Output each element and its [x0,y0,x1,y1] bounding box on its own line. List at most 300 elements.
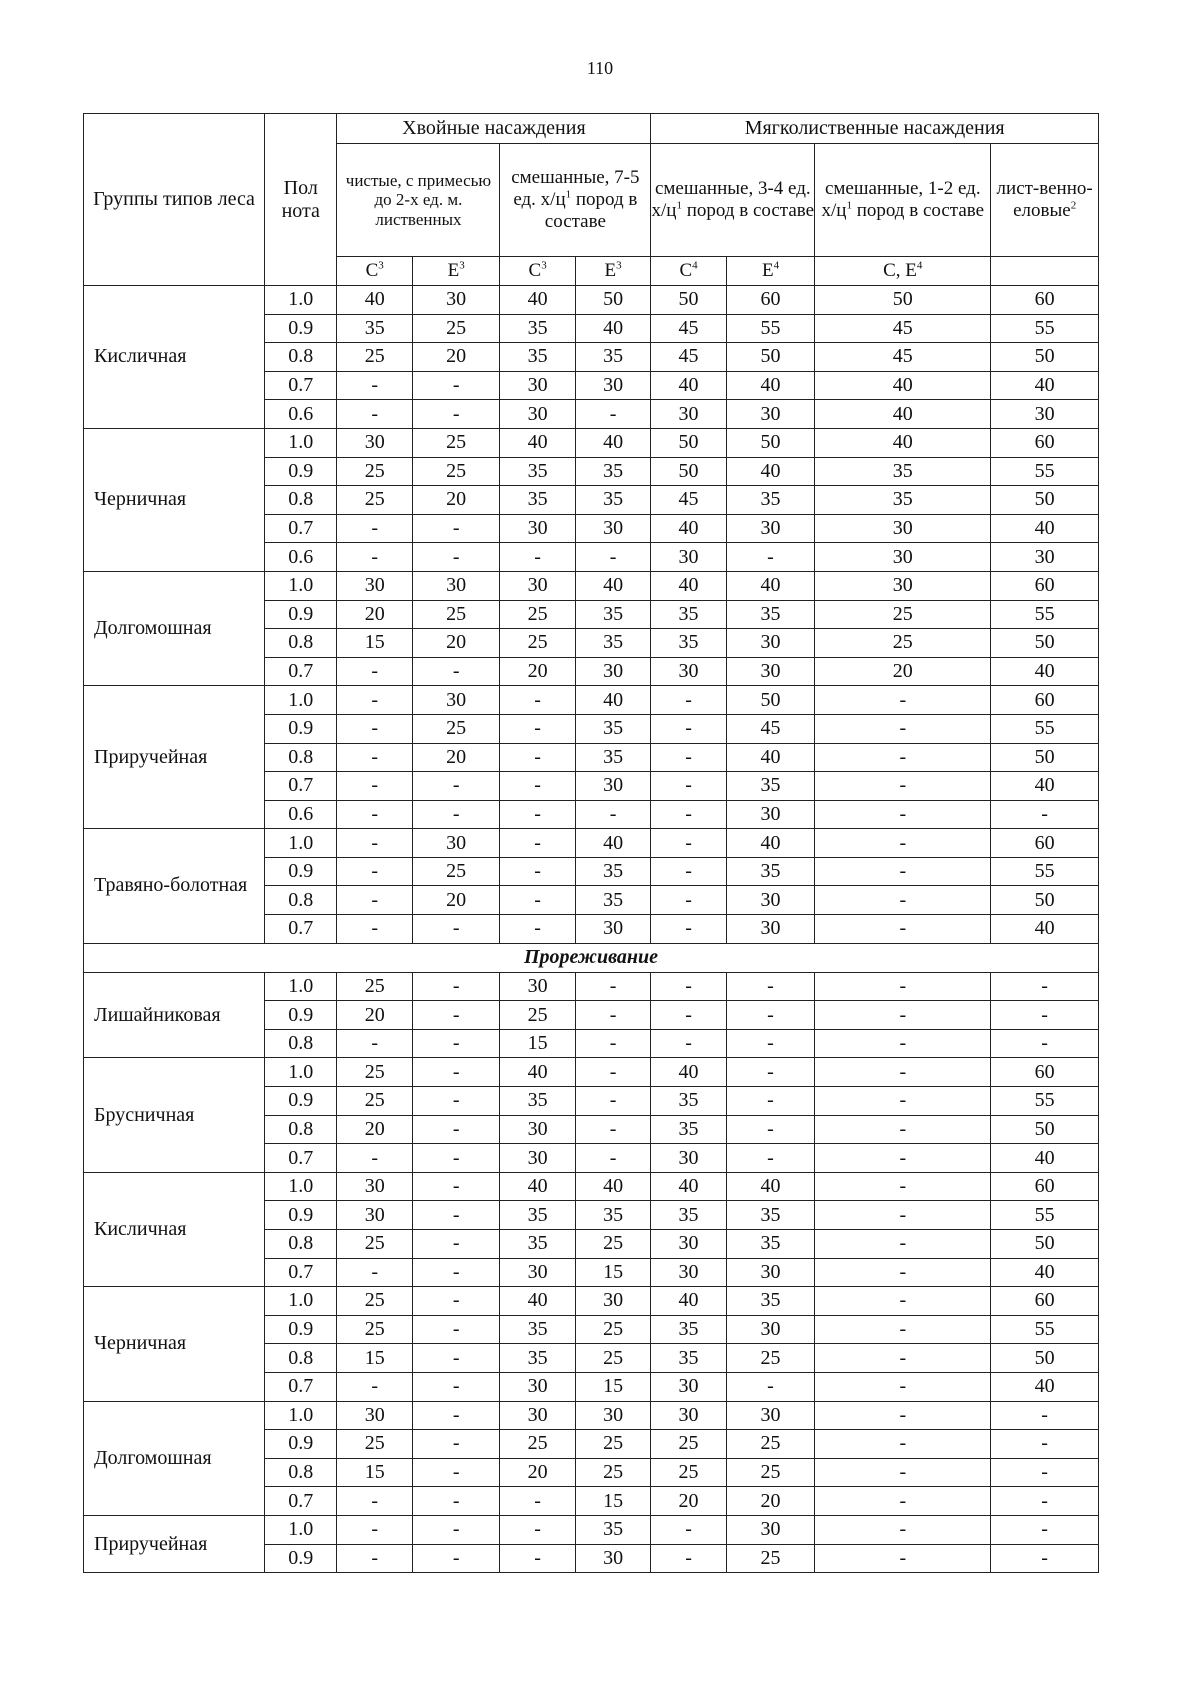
fullness-value: 0.7 [265,1487,337,1516]
table-cell: 40 [991,772,1099,801]
table-cell: - [412,514,500,543]
table-cell: 35 [500,1344,575,1373]
table-cell: 40 [500,1058,575,1087]
table-cell: - [815,686,991,715]
footnote-mark: 4 [692,259,698,272]
table-cell: - [991,972,1099,1001]
table-cell: 15 [337,629,412,658]
table-cell: - [500,1515,575,1544]
table-cell: - [575,1087,650,1116]
table-cell: - [815,1401,991,1430]
table-cell: 40 [726,371,815,400]
table-cell: 50 [651,457,726,486]
table-cell: - [337,1144,412,1173]
table-cell: - [575,1029,650,1058]
table-cell: 35 [500,1315,575,1344]
table-cell: 35 [651,1115,726,1144]
fullness-value: 1.0 [265,428,337,457]
table-cell: 25 [500,1001,575,1030]
table-cell: - [651,1515,726,1544]
table-cell: - [815,1230,991,1259]
table-cell: - [991,1487,1099,1516]
table-cell: - [412,1344,500,1373]
table-cell: 50 [726,428,815,457]
table-cell: 30 [726,514,815,543]
footnote-mark: 3 [459,259,465,272]
table-cell: 40 [575,1172,650,1201]
table-cell: 30 [500,371,575,400]
table-cell: 35 [815,457,991,486]
header-species-7 [991,257,1099,286]
table-cell: 30 [815,543,991,572]
table-cell: - [412,1230,500,1259]
table-cell: 30 [726,800,815,829]
table-cell: - [815,886,991,915]
table-cell: 25 [337,1087,412,1116]
table-cell: 30 [412,571,500,600]
table-cell: 30 [575,1287,650,1316]
table-cell: 40 [651,571,726,600]
table-cell: - [651,714,726,743]
fullness-value: 0.9 [265,857,337,886]
section-title: Прореживание [84,943,1099,972]
table-cell: 50 [726,686,815,715]
table-cell: 35 [337,314,412,343]
table-cell: 60 [991,571,1099,600]
fullness-value: 0.9 [265,1201,337,1230]
table-cell: - [991,1029,1099,1058]
table-cell: - [651,972,726,1001]
table-cell: 35 [575,343,650,372]
table-cell: - [575,400,650,429]
table-cell: - [500,686,575,715]
table-cell: - [815,743,991,772]
fullness-value: 1.0 [265,972,337,1001]
table-cell: 35 [575,743,650,772]
table-cell: 25 [575,1315,650,1344]
header-soft-mixed12 [815,144,991,257]
table-cell: 30 [726,915,815,944]
header-species-0 [337,257,412,286]
header-softwood: Мягколиственные насаждения [651,114,1099,144]
table-cell: 35 [500,1230,575,1259]
table-cell: 25 [575,1230,650,1259]
table-cell: 50 [991,343,1099,372]
table-cell: 50 [991,1344,1099,1373]
forest-group-name: Лишайниковая [84,972,265,1058]
table-cell: 50 [991,886,1099,915]
table-cell: 40 [726,829,815,858]
table-row [84,428,1099,457]
table-cell: 40 [815,371,991,400]
table-cell: - [337,1029,412,1058]
header-soft-mixed34-tail: пород в составе [681,200,815,221]
table-cell: 25 [575,1344,650,1373]
table-cell: - [991,1458,1099,1487]
table-cell: 30 [726,1401,815,1430]
table-cell: - [412,772,500,801]
table-cell: 45 [651,486,726,515]
footnote-mark: 3 [378,259,384,272]
table-cell: 25 [337,457,412,486]
table-cell: 40 [815,400,991,429]
table-cell: 25 [575,1458,650,1487]
table-cell: 30 [412,829,500,858]
forest-group-name: Черничная [84,1287,265,1401]
table-cell: 35 [575,1201,650,1230]
header-species-4 [651,257,726,286]
header-species-1 [412,257,500,286]
table-cell: 30 [991,400,1099,429]
table-cell: 30 [500,1401,575,1430]
fullness-value: 0.7 [265,1144,337,1173]
forest-group-name: Долгомошная [84,571,265,685]
table-cell: 30 [726,1515,815,1544]
table-cell: 25 [337,343,412,372]
table-cell: - [337,686,412,715]
table-cell: 25 [815,629,991,658]
table-cell: - [815,1287,991,1316]
table-cell: - [726,1372,815,1401]
table-cell: 25 [815,600,991,629]
table-cell: - [815,1115,991,1144]
table-cell: 25 [337,486,412,515]
table-cell: - [815,800,991,829]
table-row [84,571,1099,600]
fullness-value: 1.0 [265,1058,337,1087]
table-cell: 55 [991,714,1099,743]
table-cell: 30 [412,686,500,715]
table-cell: 30 [575,772,650,801]
species-label: Е [604,260,617,282]
table-cell: 25 [412,457,500,486]
table-cell: - [575,1058,650,1087]
table-cell: 30 [726,629,815,658]
fullness-value: 0.8 [265,1115,337,1144]
table-cell: 30 [651,543,726,572]
table-cell: - [337,714,412,743]
table-cell: 25 [412,314,500,343]
table-cell: - [500,743,575,772]
table-cell: 25 [500,629,575,658]
table-cell: - [651,857,726,886]
table-cell: - [412,1087,500,1116]
table-cell: 30 [575,371,650,400]
table-cell: 60 [726,286,815,315]
table-cell: 15 [337,1458,412,1487]
table-cell: 55 [991,1087,1099,1116]
table-cell: 20 [412,486,500,515]
table-cell: - [815,972,991,1001]
table-cell: 15 [500,1029,575,1058]
table-cell: 40 [991,1372,1099,1401]
table-cell: 20 [412,743,500,772]
table-cell: 50 [991,743,1099,772]
table-cell: - [815,1201,991,1230]
table-cell: - [815,1372,991,1401]
table-cell: - [500,800,575,829]
table-cell: - [412,1372,500,1401]
species-label: Е [447,260,460,282]
table-cell: 25 [337,1315,412,1344]
table-cell: 45 [726,714,815,743]
table-cell: - [815,1001,991,1030]
table-cell: 20 [412,343,500,372]
table-cell: 55 [991,1201,1099,1230]
table-cell: - [412,1315,500,1344]
table-cell: - [500,772,575,801]
species-label: Е [761,260,774,282]
table-cell: - [412,1458,500,1487]
table-cell: 35 [815,486,991,515]
table-row [84,1287,1099,1316]
header-species-3 [575,257,650,286]
table-cell: 40 [651,1287,726,1316]
table-cell: - [815,829,991,858]
footnote-mark: 1 [676,199,682,212]
table-cell: - [726,543,815,572]
table-cell: 35 [726,1201,815,1230]
table-cell: - [651,829,726,858]
table-cell: - [651,743,726,772]
forest-group-name: Приручейная [84,686,265,829]
table-cell: 30 [500,1372,575,1401]
table-cell: 40 [651,371,726,400]
table-cell: 35 [651,1344,726,1373]
table-cell: 30 [500,1258,575,1287]
forest-thinning-table [83,113,1099,1573]
table-cell: 60 [991,286,1099,315]
table-cell: 30 [651,1144,726,1173]
table-cell: - [575,972,650,1001]
table-row [84,829,1099,858]
fullness-value: 0.6 [265,543,337,572]
table-cell: - [337,915,412,944]
table-cell: - [815,1058,991,1087]
table-cell: - [815,1430,991,1459]
table-cell: - [500,857,575,886]
table-cell: 35 [575,714,650,743]
table-row [84,972,1099,1001]
table-cell: - [815,1172,991,1201]
forest-group-name: Долгомошная [84,1401,265,1515]
table-cell: 40 [575,314,650,343]
page-number: 110 [586,58,614,78]
fullness-value: 1.0 [265,1287,337,1316]
table-cell: 25 [337,1230,412,1259]
species-label: С [365,260,379,282]
species-label: С, Е [883,260,917,282]
table-cell: 25 [337,972,412,1001]
table-cell: 30 [815,571,991,600]
table-cell: - [337,1487,412,1516]
header-soft-mixed34 [651,144,815,257]
table-cell: 40 [991,1144,1099,1173]
fullness-value: 0.7 [265,371,337,400]
table-cell: 30 [500,972,575,1001]
table-cell: 40 [337,286,412,315]
table-cell: 40 [815,428,991,457]
table-row [84,1401,1099,1430]
table-cell: 25 [500,600,575,629]
table-cell: - [412,1144,500,1173]
table-cell: 60 [991,1058,1099,1087]
table-cell: - [651,800,726,829]
table-cell: - [412,1401,500,1430]
table-cell: 40 [991,657,1099,686]
table-cell: 35 [651,1201,726,1230]
table-cell: - [412,1201,500,1230]
fullness-value: 0.8 [265,1344,337,1373]
table-cell: 40 [991,915,1099,944]
table-cell: 35 [575,1515,650,1544]
table-cell: - [337,743,412,772]
table-cell: 40 [500,428,575,457]
table-cell: - [412,1430,500,1459]
table-cell: 20 [815,657,991,686]
table-cell: - [412,1172,500,1201]
table-cell: - [337,857,412,886]
fullness-value: 0.8 [265,1458,337,1487]
table-cell: - [726,1087,815,1116]
fullness-value: 0.9 [265,600,337,629]
table-cell: 25 [412,428,500,457]
header-con-mixed-tail: пород в составе [544,189,638,232]
table-cell: 35 [575,629,650,658]
table-cell: 30 [337,428,412,457]
table-cell: 20 [726,1487,815,1516]
table-cell: - [651,886,726,915]
table-cell: - [815,772,991,801]
table-cell: 30 [575,657,650,686]
table-cell: - [412,1058,500,1087]
table-cell: 30 [651,657,726,686]
table-cell: 40 [651,1172,726,1201]
table-cell: 30 [651,400,726,429]
section-row [84,943,1099,972]
table-cell: 40 [991,1258,1099,1287]
table-cell: 50 [726,343,815,372]
table-cell: - [412,1115,500,1144]
table-cell: 40 [726,571,815,600]
table-cell: - [500,915,575,944]
table-cell: 20 [412,886,500,915]
fullness-value: 0.8 [265,1230,337,1259]
forest-group-name: Кисличная [84,1172,265,1286]
table-cell: 30 [726,400,815,429]
table-cell: 40 [575,571,650,600]
table-cell: 55 [991,457,1099,486]
table-cell: 30 [575,915,650,944]
table-cell: - [337,400,412,429]
table-cell: 35 [500,343,575,372]
table-cell: 35 [651,629,726,658]
table-cell: 30 [575,1401,650,1430]
table-cell: - [991,1001,1099,1030]
table-cell: 30 [651,1258,726,1287]
table-cell: - [575,1001,650,1030]
table-cell: 25 [726,1544,815,1573]
table-cell: - [575,1115,650,1144]
table-cell: 20 [412,629,500,658]
table-cell: - [726,972,815,1001]
table-cell: - [412,1001,500,1030]
fullness-value: 0.6 [265,400,337,429]
table-cell: - [991,1544,1099,1573]
table-cell: 25 [412,714,500,743]
header-group-types: Группы типов леса [84,114,265,286]
table-cell: 30 [815,514,991,543]
fullness-value: 0.6 [265,800,337,829]
table-cell: - [337,1258,412,1287]
fullness-value: 1.0 [265,286,337,315]
table-cell: 40 [726,743,815,772]
table-cell: 20 [500,1458,575,1487]
table-cell: 30 [500,400,575,429]
table-cell: 55 [991,1315,1099,1344]
table-cell: 30 [726,1258,815,1287]
header-con-pure: чистые, с примесью до 2-х ед. м. лиственных [337,144,500,257]
table-cell: 35 [500,314,575,343]
table-cell: 40 [726,457,815,486]
table-cell: 50 [991,1115,1099,1144]
table-cell: 30 [337,1201,412,1230]
fullness-value: 0.9 [265,457,337,486]
fullness-value: 0.8 [265,343,337,372]
table-cell: 40 [500,286,575,315]
forest-group-name: Приручейная [84,1515,265,1572]
table-cell: 30 [412,286,500,315]
table-cell: 40 [651,1058,726,1087]
table-cell: 40 [500,1287,575,1316]
table-cell: - [500,714,575,743]
header-coniferous: Хвойные насаждения [337,114,651,144]
table-cell: - [412,1029,500,1058]
fullness-value: 0.7 [265,657,337,686]
table-cell: 35 [575,486,650,515]
table-cell: 50 [575,286,650,315]
header-leaf-spruce [991,144,1099,257]
table-cell: - [815,857,991,886]
table-cell: 35 [500,1201,575,1230]
header-soft-mixed34-text: смешанные, 3-4 ед. х/ц [651,178,811,221]
footnote-mark: 4 [773,259,780,272]
footnote-mark: 3 [616,259,622,272]
table-cell: - [412,371,500,400]
table-cell: - [815,1344,991,1373]
table-cell: 30 [575,1544,650,1573]
table-cell: 40 [500,1172,575,1201]
fullness-value: 0.9 [265,1315,337,1344]
header-species-6 [815,257,991,286]
table-cell: 25 [726,1430,815,1459]
table-cell: 50 [815,286,991,315]
table-cell: 35 [500,1087,575,1116]
fullness-value: 0.7 [265,514,337,543]
header-species-5 [726,257,815,286]
table-cell: - [651,1001,726,1030]
table-cell: 35 [575,457,650,486]
table-cell: 20 [337,600,412,629]
table-row [84,1515,1099,1544]
table-cell: - [815,714,991,743]
table-cell: - [412,657,500,686]
table-cell: 35 [575,600,650,629]
fullness-value: 1.0 [265,1172,337,1201]
table-row [84,1172,1099,1201]
header-species-2 [500,257,575,286]
fullness-value: 0.8 [265,629,337,658]
